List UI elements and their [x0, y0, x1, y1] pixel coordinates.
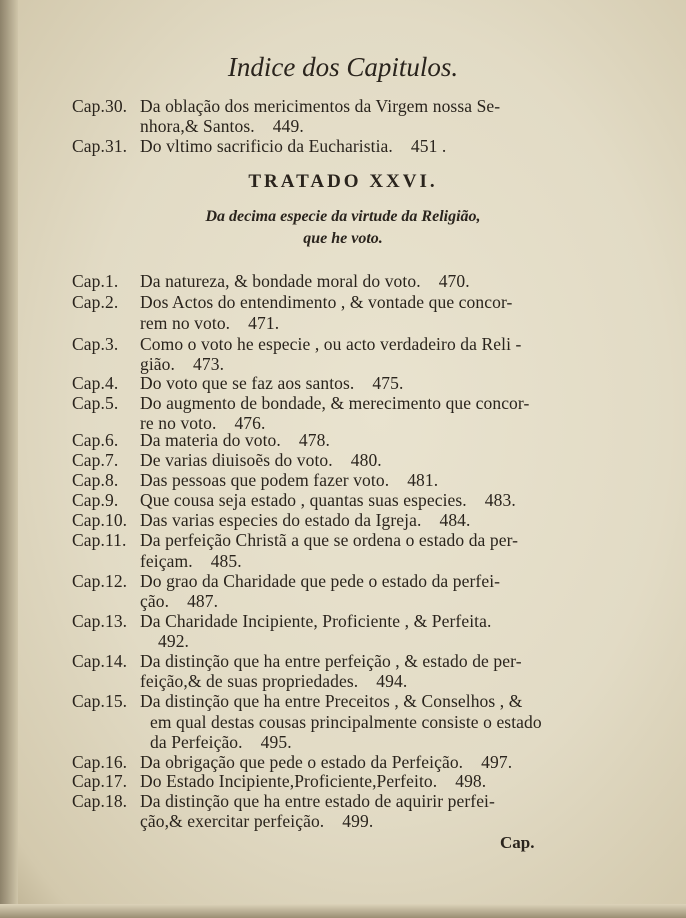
chapter-number: Cap.14.: [72, 651, 128, 671]
chapter-entry-line: [72, 271, 470, 292]
chapter-title: Da distinção que ha entre perfeição , & estado de per-: [140, 651, 522, 671]
chapter-number: Cap.4.: [72, 373, 119, 393]
chapter-title: ção.: [140, 591, 170, 611]
chapter-number: Cap.5.: [72, 393, 119, 413]
page-number: 483.: [484, 490, 516, 510]
chapter-number: Cap.16.: [72, 752, 128, 772]
page-number: 476.: [234, 413, 266, 433]
chapter-entry-line: [140, 551, 242, 572]
chapter-title: Como o voto he especie , ou acto verdadeiro da Reli -: [140, 334, 522, 354]
page-number: 480.: [350, 450, 382, 470]
chapter-entry-line: [140, 116, 304, 137]
chapter-title: feição,& de suas propriedades.: [140, 671, 359, 691]
page-number: 485.: [210, 551, 242, 571]
page-number: 481.: [407, 470, 439, 490]
chapter-number: Cap.7.: [72, 450, 119, 470]
chapter-number: Cap.9.: [72, 490, 119, 510]
page-number: 449.: [272, 116, 304, 136]
page-number: 473.: [193, 354, 225, 374]
chapter-number: Cap.31.: [72, 136, 128, 156]
chapter-entry-line: [140, 313, 279, 334]
tratado-subtitle: que he voto.: [303, 230, 383, 247]
page-number: 484.: [439, 510, 471, 530]
page-number: 497.: [481, 752, 513, 772]
chapter-title: Do vltimo sacrificio da Eucharistia.: [140, 136, 393, 156]
chapter-title: Do grao da Charidade que pede o estado da perfei-: [140, 571, 501, 591]
chapter-entry-line: [72, 691, 522, 712]
chapter-entry-line: [140, 591, 218, 612]
tratado-heading: TRATADO XXVI.: [248, 171, 438, 192]
chapter-title: Das varias especies do estado da Igreja.: [140, 510, 422, 530]
chapter-title: rem no voto.: [140, 313, 231, 333]
page-edge-shadow: [0, 904, 686, 918]
chapter-number: Cap.17.: [72, 771, 128, 791]
chapter-entry-line: [72, 292, 512, 313]
chapter-entry-line: [72, 136, 446, 157]
chapter-entry-line: [72, 490, 516, 511]
chapter-number: Cap.12.: [72, 571, 128, 591]
chapter-entry-line: [72, 510, 471, 531]
page-number: 471.: [248, 313, 280, 333]
catchword: Cap.: [500, 833, 535, 852]
chapter-number: Cap.1.: [72, 271, 119, 291]
chapter-title: em qual destas cousas principalmente consiste o estado: [150, 712, 542, 732]
chapter-number: Cap.11.: [72, 530, 127, 550]
chapter-entry-line: [72, 470, 438, 491]
chapter-title: Da distinção que ha entre estado de aquirir perfei-: [140, 791, 495, 811]
chapter-entry-line: [72, 791, 495, 812]
chapter-title: Da perfeição Christã a que se ordena o estado da per-: [140, 530, 519, 550]
page-number: 478.: [298, 430, 330, 450]
page-edge-shadow: [0, 0, 18, 918]
chapter-title: Da materia do voto.: [140, 430, 281, 450]
chapter-title: gião.: [140, 354, 176, 374]
chapter-number: Cap.6.: [72, 430, 119, 450]
chapter-title: Do voto que se faz aos santos.: [140, 373, 355, 393]
chapter-entry-line: [72, 611, 491, 632]
chapter-title: Da natureza, & bondade moral do voto.: [140, 271, 421, 291]
chapter-entry-line: [150, 712, 542, 733]
page-number: 492.: [158, 631, 190, 651]
chapter-title: Da obrigação que pede o estado da Perfeição.: [140, 752, 464, 772]
chapter-title: Dos Actos do entendimento , & vontade que concor-: [140, 292, 513, 312]
chapter-number: Cap.3.: [72, 334, 119, 354]
chapter-number: Cap.8.: [72, 470, 119, 490]
chapter-title: Do Estado Incipiente,Proficiente,Perfeito.: [140, 771, 438, 791]
chapter-number: Cap.2.: [72, 292, 119, 312]
page-title: Indice dos Capitulos.: [227, 52, 459, 82]
chapter-entry-line: [72, 96, 500, 117]
tratado-subtitle: Da decima especie da virtude da Religião,: [205, 208, 481, 225]
chapter-title: De varias diuisoẽs do voto.: [140, 450, 333, 470]
chapter-entry-line: [72, 571, 500, 592]
chapter-entry-line: [72, 651, 522, 672]
chapter-entry-line: [72, 334, 521, 355]
chapter-title: da Perfeição.: [150, 732, 243, 752]
chapter-entry-line: [140, 671, 407, 692]
chapter-entry-line: [140, 354, 224, 375]
chapter-entry-line: [72, 373, 403, 394]
chapter-title: nhora,& Santos.: [140, 116, 255, 136]
chapter-entry-line: [150, 732, 292, 753]
chapter-entry-line: [72, 771, 486, 792]
page-number: 495.: [260, 732, 292, 752]
page-number: 499.: [342, 811, 374, 831]
page-number: 494.: [376, 671, 408, 691]
chapter-number: Cap.10.: [72, 510, 128, 530]
chapter-entry-line: [72, 393, 529, 414]
chapter-title: Da distinção que ha entre Preceitos , & Conselhos , &: [140, 691, 523, 711]
chapter-number: Cap.15.: [72, 691, 128, 711]
chapter-title: re no voto.: [140, 413, 217, 433]
chapter-entry-line: [72, 530, 518, 551]
chapter-number: Cap.18.: [72, 791, 128, 811]
chapter-title: ção,& exercitar perfeição.: [140, 811, 325, 831]
chapter-title: Das pessoas que podem fazer voto.: [140, 470, 390, 490]
chapter-title: feiçam.: [140, 551, 193, 571]
page-number: 498.: [455, 771, 487, 791]
page-number: 487.: [187, 591, 219, 611]
chapter-entry-line: [140, 631, 189, 652]
chapter-entry-line: [72, 450, 382, 471]
chapter-title: Da oblação dos mericimentos da Virgem nossa Se-: [140, 96, 501, 116]
chapter-number: Cap.30.: [72, 96, 128, 116]
page-number: 470.: [438, 271, 470, 291]
page-number: 451 .: [410, 136, 447, 156]
chapter-number: Cap.13.: [72, 611, 128, 631]
chapter-entry-line: [140, 811, 373, 832]
page-number: 475.: [372, 373, 404, 393]
chapter-title: Da Charidade Incipiente, Proficiente , & Perfeita.: [140, 611, 492, 631]
chapter-title: Que cousa seja estado , quantas suas especies.: [140, 490, 467, 510]
chapter-entry-line: [72, 752, 512, 773]
chapter-entry-line: [72, 430, 330, 451]
chapter-title: Do augmento de bondade, & merecimento que concor-: [140, 393, 530, 413]
